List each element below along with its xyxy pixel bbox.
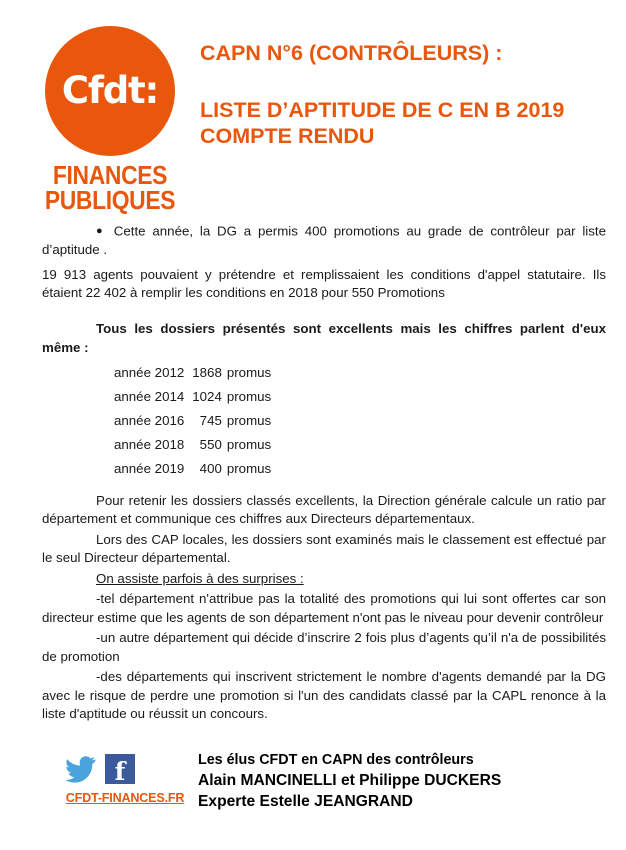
site-link[interactable]: CFDT-FINANCES.FR xyxy=(65,791,185,805)
surprise-item-2: -un autre département qui décide d’inscrire 2 fois plus d’agents qu’il n'a de possibilités de promotion xyxy=(42,630,606,664)
table-row xyxy=(114,460,271,484)
cfdt-wordmark: Cfdt: xyxy=(61,68,159,112)
document-body xyxy=(42,222,606,726)
year-unit: promus xyxy=(226,460,272,476)
page-title-line-2: LISTE D’APTITUDE DE C EN B 2019 xyxy=(200,98,565,122)
year-label: année 2018 xyxy=(114,436,185,452)
year-unit: promus xyxy=(226,412,272,428)
year-unit: promus xyxy=(226,388,272,404)
year-count: 550 xyxy=(199,436,222,452)
surprise-item-3: -des départements qui inscrivent strictement le nombre d'agents demandé par la DG avec le risque de perdre une promotion si l'un des candidats classé par la CAPL renonce à la liste d'aptitude ou réussit un concours. xyxy=(42,669,606,721)
signature-block xyxy=(198,750,501,812)
table-row xyxy=(114,364,271,388)
promotions-by-year-table xyxy=(114,364,271,484)
facebook-icon-letter: f xyxy=(114,757,126,786)
year-label: année 2019 xyxy=(114,460,185,476)
document-header xyxy=(0,0,626,215)
signature-line-3: Experte Estelle JEANGRAND xyxy=(198,793,413,810)
table-row xyxy=(114,388,271,412)
table-row xyxy=(114,436,271,460)
intro-bullet-text: Cette année, la DG a permis 400 promotions au grade de contrôleur par liste d’aptitude . xyxy=(42,223,606,257)
year-count: 745 xyxy=(199,412,222,428)
bold-statement: Tous les dossiers présentés sont excellents mais les chiffres parlent d'eux même : xyxy=(42,320,606,355)
surprise-item-1: -tel département n'attribue pas la totalité des promotions qui lui sont offertes car son directeur estime que les agents de son département n'ont pas le niveau pour devenir contrôleur xyxy=(42,591,606,625)
cfdt-logo xyxy=(30,26,190,213)
year-unit: promus xyxy=(226,436,272,452)
cfdt-logo-subtitle xyxy=(40,160,181,215)
surprises-heading xyxy=(42,570,606,589)
document-footer xyxy=(0,750,626,836)
year-count: 1024 xyxy=(192,388,222,404)
stats-paragraph: 19 913 agents pouvaient y prétendre et remplissaient les conditions d'appel statutaire. Ils étaient 22 402 à remplir les conditions en 2018 pour 550 Promotions xyxy=(42,266,606,300)
bullet-icon: ● xyxy=(96,225,106,237)
twitter-icon[interactable] xyxy=(65,756,96,783)
page-title xyxy=(200,40,610,149)
signature-line-2: Alain MANCINELLI et Philippe DUCKERS xyxy=(198,772,502,789)
facebook-icon[interactable] xyxy=(105,754,135,784)
year-count: 400 xyxy=(199,460,222,476)
year-unit: promus xyxy=(226,364,272,380)
surprises-heading-text: On assiste parfois à des surprises : xyxy=(96,570,304,586)
cfdt-logo-subtitle-line-2: PUBLIQUES xyxy=(44,185,176,215)
social-icons-row xyxy=(55,752,195,786)
cap-locales-paragraph: Lors des CAP locales, les dossiers sont examinés mais le classement est effectué par le seul Directeur départemental. xyxy=(42,531,606,565)
year-label: année 2012 xyxy=(114,364,185,380)
signature-line-1: Les élus CFDT en CAPN des contrôleurs xyxy=(198,752,474,768)
cfdt-logo-subtitle-line-1: FINANCES xyxy=(52,160,168,190)
year-label: année 2014 xyxy=(114,388,185,404)
year-label: année 2016 xyxy=(114,412,185,428)
table-row xyxy=(114,412,271,436)
page-title-line-3: COMPTE RENDU xyxy=(200,124,375,148)
year-count: 1868 xyxy=(192,364,222,380)
ratio-paragraph: Pour retenir les dossiers classés excellents, la Direction générale calcule un ratio par département et communique ces chiffres aux Directeurs départementaux. xyxy=(42,492,606,526)
page-title-line-1: CAPN N°6 (CONTRÔLEURS) : xyxy=(200,41,503,65)
intro-bullet-paragraph xyxy=(42,222,606,260)
cfdt-logo-circle xyxy=(45,26,175,156)
footer-social-block xyxy=(55,752,195,805)
